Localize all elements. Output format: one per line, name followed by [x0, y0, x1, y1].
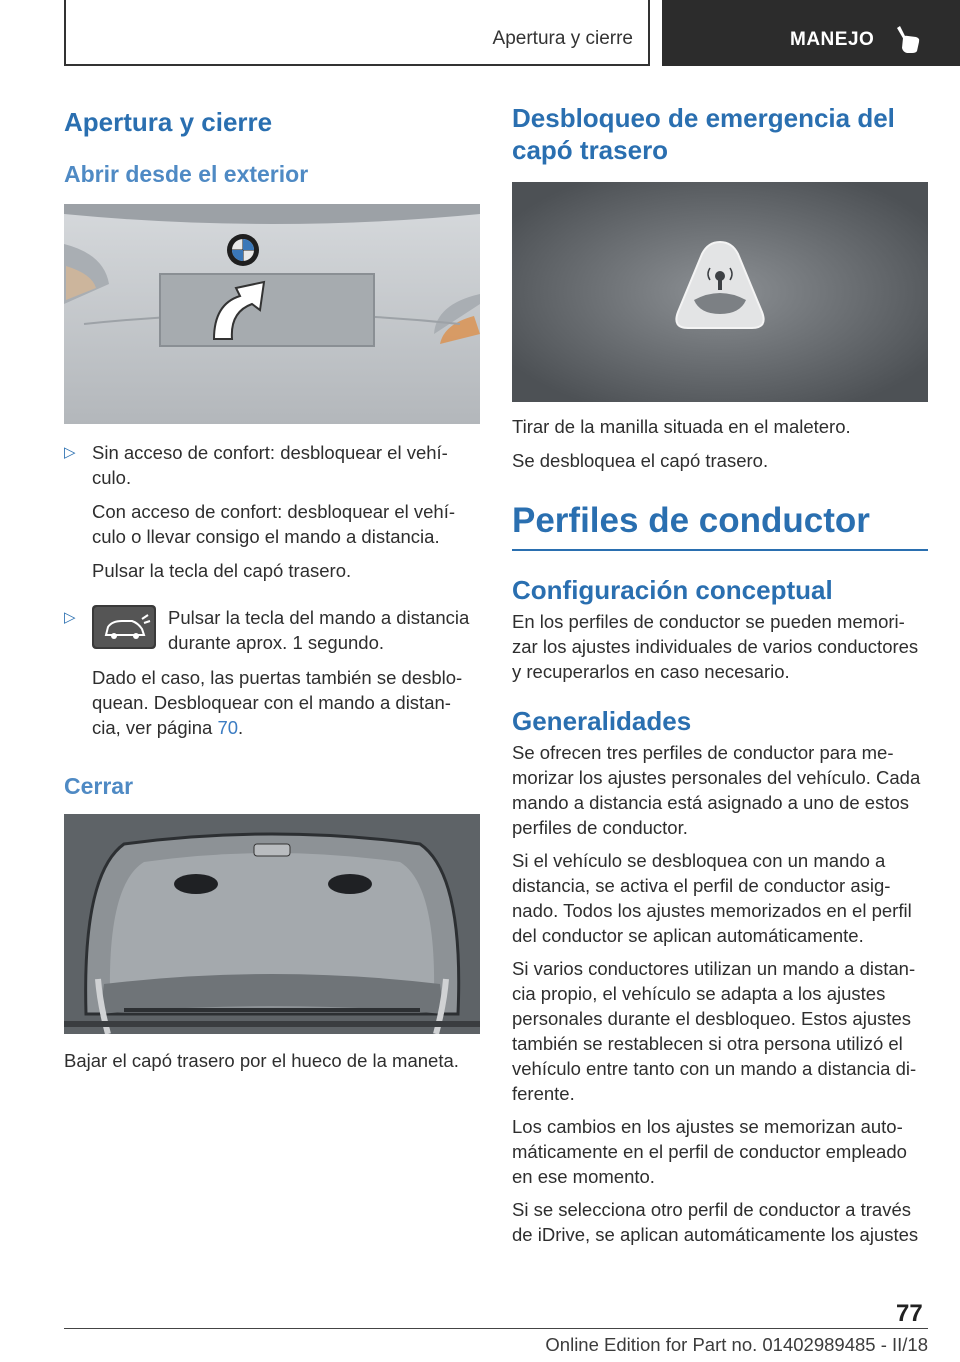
general-paragraph-1	[512, 740, 928, 840]
text-line: del conductor se aplican automáticamente.	[512, 925, 864, 946]
text-line: distancia, se activa el perfil de conductor asig-	[512, 875, 891, 896]
footer-rule	[64, 1328, 928, 1329]
text-line: mando a distancia está asignado a uno de estos	[512, 792, 910, 813]
emergency-step: Tirar de la manilla situada en el maletero.	[512, 416, 851, 437]
text-line: Los cambios en los ajustes se memorizan auto-	[512, 1116, 903, 1137]
header-bottom-border	[64, 64, 649, 66]
general-paragraph-3	[512, 956, 928, 1106]
text-line: zar los ajustes individuales de varios conductores	[512, 636, 919, 657]
text-line	[92, 715, 469, 740]
text-line: culo o llevar consigo el mando a distancia.	[92, 526, 440, 547]
trunk-exterior-illustration	[64, 204, 480, 424]
triangle-bullet-icon: ▷	[64, 444, 76, 461]
title-underline	[512, 549, 928, 551]
text-line: durante aprox. 1 segundo.	[168, 632, 384, 653]
text-line: Con acceso de confort: desbloquear el vehí-	[92, 501, 456, 522]
text-line: Si se selecciona otro perfil de conductor a través	[512, 1199, 911, 1220]
text-line: Dado el caso, las puertas también se desblo-	[92, 667, 463, 688]
section-title-opening: Apertura y cierre	[64, 107, 273, 137]
text-line: Si el vehículo se desbloquea con un mando a	[512, 850, 886, 871]
general-paragraph-2	[512, 848, 928, 948]
steering-hand-icon	[894, 24, 922, 54]
close-caption: Bajar el capó trasero por el hueco de la maneta.	[64, 1050, 459, 1071]
text-line: Pulsar la tecla del capó trasero.	[92, 560, 352, 581]
emergency-result: Se desbloquea el capó trasero.	[512, 450, 769, 471]
general-paragraph-5	[512, 1197, 928, 1247]
chapter-title-profiles: Perfiles de conductor	[512, 501, 870, 540]
text-line: perfiles de conductor.	[512, 817, 688, 838]
right-column	[512, 100, 928, 1247]
text-line: morizar los ajustes personales del vehículo. Cada	[512, 767, 921, 788]
text-line: personales durante el desbloqueo. Estos ajustes	[512, 1008, 912, 1029]
subsection-title-exterior: Abrir desde el exterior	[64, 161, 309, 187]
text-line: cia propio, el vehículo se adapta a los ajustes	[512, 983, 886, 1004]
page-number: 77	[896, 1300, 923, 1327]
text-line-prefix: cia, ver página	[92, 717, 218, 738]
section-title-emergency-line2: capó trasero	[512, 135, 669, 165]
concept-paragraph	[512, 609, 928, 684]
trunk-exterior-photo	[64, 204, 480, 424]
text-line: y recuperarlos en caso necesario.	[512, 661, 790, 682]
left-column	[64, 100, 480, 1073]
page-link-70[interactable]: 70	[217, 717, 239, 738]
text-line: también se restablecen si otra persona utilizó el	[512, 1033, 903, 1054]
step-bullet-1	[64, 440, 480, 583]
text-line: ferente.	[512, 1083, 575, 1104]
text-line: Si varios conductores utilizan un mando a distan-	[512, 958, 916, 979]
subsection-title-concept: Configuración conceptual	[512, 575, 833, 605]
text-line: máticamente en el perfil de conductor empleado	[512, 1141, 907, 1162]
remote-trunk-key-icon	[92, 605, 156, 649]
general-paragraph-4	[512, 1114, 928, 1189]
chapter-tab-label[interactable]: MANEJO	[790, 29, 875, 50]
footer-edition: Online Edition for Part no. 01402989485 - II/18	[545, 1334, 928, 1355]
header-left-border	[64, 0, 66, 66]
text-line: Se ofrecen tres perfiles de conductor para me-	[512, 742, 894, 763]
emergency-release-illustration	[512, 182, 928, 402]
header-section-title: Apertura y cierre	[492, 28, 633, 49]
subsection-title-general: Generalidades	[512, 706, 692, 736]
text-line: nado. Todos los ajustes memorizados en el perfil	[512, 900, 912, 921]
header-divider	[648, 0, 650, 66]
emergency-release-photo	[512, 182, 928, 402]
text-line: de iDrive, se aplican automáticamente los ajustes	[512, 1224, 919, 1245]
text-line: En los perfiles de conductor se pueden memori-	[512, 611, 905, 632]
trunk-lid-illustration	[64, 814, 480, 1034]
subsection-title-close: Cerrar	[64, 773, 134, 799]
text-line: Pulsar la tecla del mando a distancia	[168, 607, 470, 628]
text-line: Sin acceso de confort: desbloquear el vehí-	[92, 442, 448, 463]
trunk-lid-photo	[64, 814, 480, 1034]
text-line-suffix: .	[238, 717, 244, 738]
text-line: en ese momento.	[512, 1166, 655, 1187]
text-line: vehículo entre tanto con un mando a distancia di-	[512, 1058, 917, 1079]
section-title-emergency-line1: Desbloqueo de emergencia del	[512, 103, 895, 133]
text-line: culo.	[92, 467, 132, 488]
step-bullet-2	[64, 605, 480, 740]
text-line: quean. Desbloquear con el mando a distan-	[92, 692, 451, 713]
triangle-bullet-icon: ▷	[64, 609, 76, 626]
